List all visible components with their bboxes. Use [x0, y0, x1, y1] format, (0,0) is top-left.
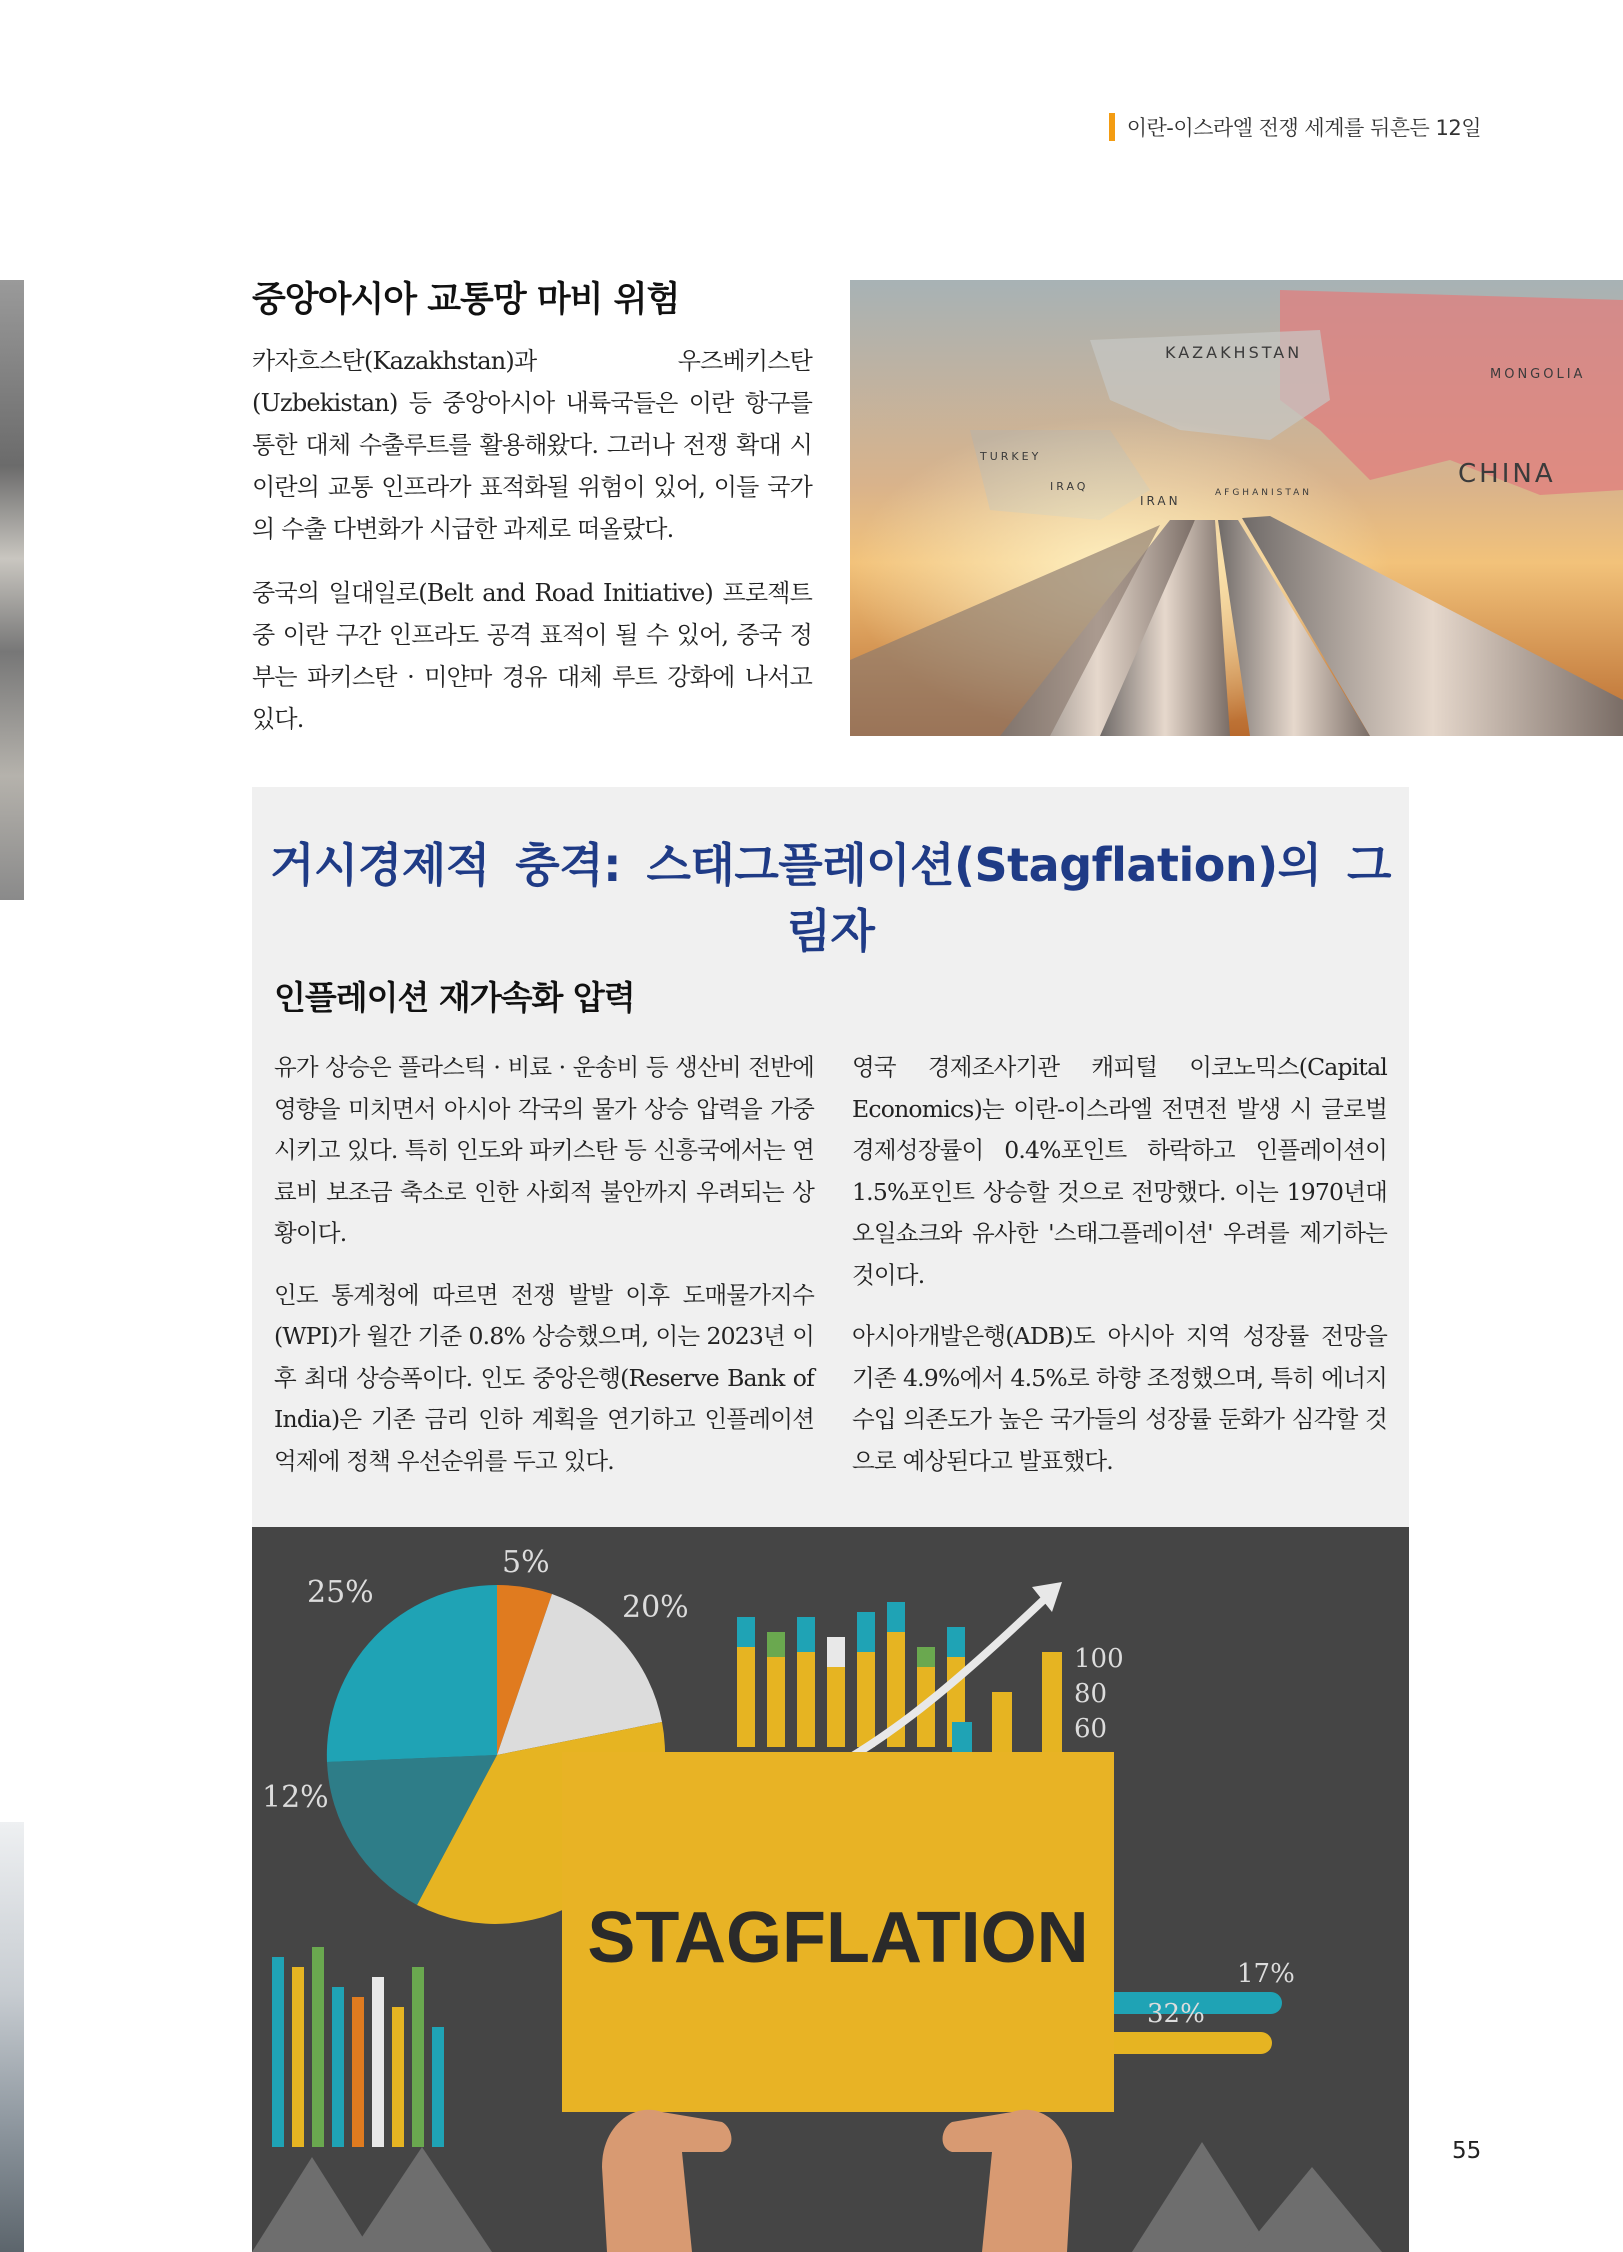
map-label-china: CHINA: [1458, 459, 1556, 489]
map-label-turkey: TURKEY: [980, 450, 1042, 463]
axis-tick-80: 80: [1074, 1679, 1108, 1709]
bar-label-17: 17%: [1237, 1959, 1295, 1989]
map-label-kazakhstan: KAZAKHSTAN: [1165, 343, 1303, 362]
page-number: 55: [1452, 2138, 1482, 2164]
pie-label-25: 25%: [307, 1575, 374, 1610]
previous-page-photo-edge: [0, 280, 24, 900]
section-heading-central-asia: 중앙아시아 교통망 마비 위험: [252, 280, 680, 320]
stagflation-chalkboard-photo: [252, 1527, 1409, 2252]
pie-label-5: 5%: [502, 1545, 550, 1580]
macro-economic-box: [252, 787, 1409, 1527]
running-header-text: 이란-이스라엘 전쟁 세계를 뒤흔든 12일: [1126, 116, 1481, 140]
box-left-column: [274, 1047, 814, 1482]
axis-tick-100: 100: [1074, 1644, 1124, 1674]
box-right-column: [852, 1047, 1387, 1482]
map-label-afghanistan: AFGHANISTAN: [1215, 488, 1313, 498]
pie-label-12: 12%: [262, 1780, 329, 1815]
running-header: [1109, 112, 1481, 142]
box-right-paragraph-1: 영국 경제조사기관 캐피털 이코노믹스(Capital Economics)는 이란-이스라엘 전면전 발생 시 글로벌 경제성장률이 0.4%포인트 하락하고 인플레이션이 1.5%포인트 상승할 것으로 전망했다. 이는 1970년대 오일쇼크와 유사한 '스태그플레이션' 우려를 제기하는 것이다.: [852, 1053, 1387, 1289]
box-right-paragraph-2: 아시아개발은행(ADB)도 아시아 지역 성장률 전망을 기존 4.9%에서 4.5%로 하향 조정했으며, 특히 에너지 수입 의존도가 높은 국가들의 성장률 둔화가 심각할 것으로 예상된다고 발표했다.: [852, 1322, 1387, 1475]
sub-heading-inflation: 인플레이션 재가속화 압력: [274, 978, 635, 1017]
pipeline-map-photo: [850, 280, 1623, 736]
stagflation-sign-text: STAGFLATION: [587, 1898, 1089, 1978]
box-left-paragraph-2: 인도 통계청에 따르면 전쟁 발발 이후 도매물가지수(WPI)가 월간 기준 0.8% 상승했으며, 이는 2023년 이후 최대 상승폭이다. 인도 중앙은행(Reserve Bank of India)은 기존 금리 인하 계획을 연기하고 인플레이션 억제에 정책 우선순위를 두고 있다.: [274, 1280, 814, 1475]
box-left-paragraph-1: 유가 상승은 플라스틱 · 비료 · 운송비 등 생산비 전반에 영향을 미치면서 아시아 각국의 물가 상승 압력을 가중시키고 있다. 특히 인도와 파키스탄 등 신흥국에서는 연료비 보조금 축소로 인한 사회적 불안까지 우려되는 상황이다.: [274, 1053, 814, 1247]
section1-paragraph-2: 중국의 일대일로(Belt and Road Initiative) 프로젝트 중 이란 구간 인프라도 공격 표적이 될 수 있어, 중국 정부는 파키스탄 · 미얀마 경유 대체 루트 강화에 나서고 있다.: [252, 579, 812, 733]
previous-page-photo-edge-bottom: [0, 1822, 24, 2252]
box-title: 거시경제적 충격: 스태그플레이션(Stagflation)의 그림자: [270, 838, 1391, 958]
pie-label-20: 20%: [622, 1590, 689, 1625]
bar-label-32: 32%: [1147, 1999, 1205, 2029]
map-label-mongolia: MONGOLIA: [1490, 367, 1586, 382]
section1-paragraph-1: 카자흐스탄(Kazakhstan)과 우즈베키스탄(Uzbekistan) 등 중앙아시아 내륙국들은 이란 항구를 통한 대체 수출루트를 활용해왔다. 그러나 전쟁 확대 시 이란의 교통 인프라가 표적화될 위험이 있어, 이들 국가의 수출 다변화가 시급한 과제로 떠올랐다.: [252, 347, 812, 543]
axis-tick-60: 60: [1074, 1714, 1108, 1744]
map-label-iraq: IRAQ: [1050, 480, 1089, 493]
map-label-iran: IRAN: [1140, 494, 1181, 508]
header-accent-bar: [1109, 113, 1115, 141]
